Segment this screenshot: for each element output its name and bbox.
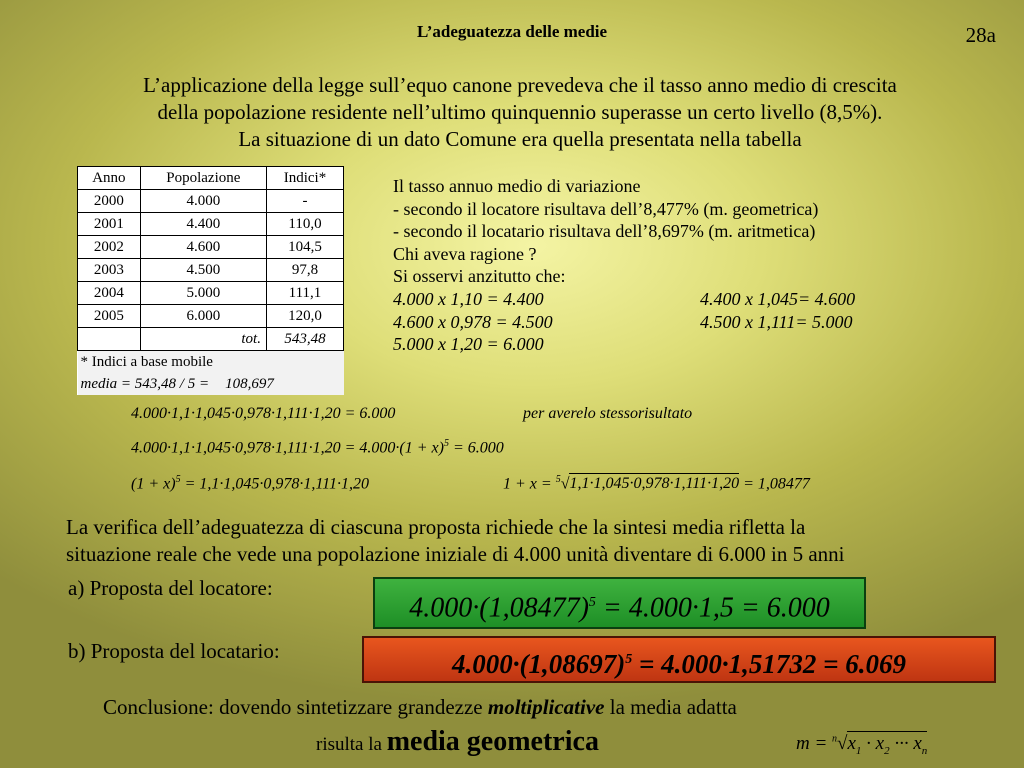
conclusion-prefix: risulta la xyxy=(316,734,387,755)
conclusion-bold: media geometrica xyxy=(386,726,599,757)
total-label: tot. xyxy=(140,328,266,351)
eq4-result: = 1,08477 xyxy=(739,475,810,493)
table-media-row xyxy=(78,373,344,395)
eq3-base: (1 + x) xyxy=(131,475,176,493)
table-row xyxy=(78,236,344,259)
cell-year: 2001 xyxy=(78,213,141,236)
green-left: 4.000·(1,08477) xyxy=(409,592,589,624)
explanation-line-5: Si osservi anzitutto che: xyxy=(393,266,566,287)
intro-text xyxy=(20,72,1020,153)
eq2-exponent: 5 xyxy=(443,438,449,449)
cell-year: 2000 xyxy=(78,190,141,213)
table-row xyxy=(78,305,344,328)
page-number: 28a xyxy=(965,23,996,47)
eq1-text: 4.000·1,1·1,045·0,978·1,111·1,20 = 6.000 xyxy=(131,405,396,422)
radical-sign: √ xyxy=(560,475,570,493)
verification-paragraph xyxy=(66,514,845,568)
formula-radicand xyxy=(847,731,928,757)
table-header-row xyxy=(78,167,344,190)
red-exponent: 5 xyxy=(625,652,633,667)
cell-population: 5.000 xyxy=(140,282,266,305)
intro-line-1: L’applicazione della legge sull’equo canone prevedeva che il tasso anno medio di crescita xyxy=(143,73,897,97)
proposal-b-formula-box xyxy=(362,636,996,683)
header-popolazione: Popolazione xyxy=(140,167,266,190)
calc-row-2 xyxy=(393,311,853,334)
population-table xyxy=(77,166,344,395)
intro-line-2: della popolazione residente nell’ultimo quinquennio superasse un certo livello (8,5%). xyxy=(157,100,883,124)
equation-1-note: per averelo stessorisultato xyxy=(523,405,693,422)
calc-row-3 xyxy=(393,333,818,356)
green-right: = 4.000·1,5 = 6.000 xyxy=(595,592,830,624)
conclusion-part-2: la media adatta xyxy=(604,695,737,719)
intro-line-3: La situazione di un dato Comune era quella presentata nella tabella xyxy=(238,127,802,151)
cell-index: 97,8 xyxy=(266,259,343,282)
formula-root-index: n xyxy=(832,733,838,745)
calc-1a: 4.000 x 1,10 = 4.400 xyxy=(393,288,544,309)
eq2-right: = 6.000 xyxy=(448,439,504,457)
formula-xn-sub: n xyxy=(921,744,928,757)
conclusion-line-2 xyxy=(316,726,599,758)
conclusion-emphasis: moltiplicative xyxy=(487,695,605,719)
formula-radical-sign: √ xyxy=(837,733,848,754)
media-value: 108,697 xyxy=(225,375,274,392)
formula-xn: x xyxy=(913,733,922,754)
formula-x1-sub: 1 xyxy=(855,744,862,757)
calc-1b: 4.400 x 1,045= 4.600 xyxy=(700,288,856,309)
header-indici: Indici* xyxy=(266,167,343,190)
explanation-line-4: Chi aveva ragione ? xyxy=(393,243,537,264)
explanation-line-2: - secondo il locatore risultava dell’8,477% (m. geometrica) xyxy=(393,198,819,219)
calc-row-1 xyxy=(393,288,856,311)
cell-population: 4.600 xyxy=(140,236,266,259)
cell-year: 2005 xyxy=(78,305,141,328)
cell-population: 4.500 xyxy=(140,259,266,282)
equation-4 xyxy=(503,474,810,493)
cell-index: 110,0 xyxy=(266,213,343,236)
media-label: media = 543,48 / 5 = xyxy=(80,375,210,392)
cell-empty xyxy=(78,328,141,351)
table-note: * Indici a base mobile xyxy=(78,351,344,374)
verification-line-2: situazione reale che vede una popolazione iniziale di 4.000 unità diventare di 6.000 in 5 anni xyxy=(66,542,845,566)
eq3-right: = 1,1·1,045·0,978·1,111·1,20 xyxy=(180,475,369,493)
cell-population: 4.400 xyxy=(140,213,266,236)
explanation-block xyxy=(393,175,856,356)
geometric-mean-formula xyxy=(796,733,927,757)
equation-3 xyxy=(131,474,369,493)
slide-title: L’adeguatezza delle medie xyxy=(416,22,608,41)
formula-x1: x xyxy=(847,733,856,754)
cell-year: 2002 xyxy=(78,236,141,259)
formula-dots: ··· xyxy=(889,733,914,754)
formula-x2-sub: 2 xyxy=(884,744,890,757)
conclusion-line-1 xyxy=(103,695,737,720)
red-left: 4.000·(1,08697) xyxy=(451,649,626,679)
table-total-row xyxy=(78,328,344,351)
equation-1 xyxy=(131,405,395,423)
proposal-a-label: a) Proposta del locatore: xyxy=(68,576,273,600)
header-anno: Anno xyxy=(78,167,141,190)
cell-population: 6.000 xyxy=(140,305,266,328)
table-media xyxy=(78,373,344,395)
cell-index: - xyxy=(266,190,343,213)
conclusion-part-1: Conclusione: dovendo sintetizzare grandezze xyxy=(103,695,488,719)
eq2-left: 4.000·1,1·1,045·0,978·1,111·1,20 = 4.000·(1 + x) xyxy=(131,439,444,457)
cell-population: 4.000 xyxy=(140,190,266,213)
total-value: 543,48 xyxy=(266,328,343,351)
green-exponent: 5 xyxy=(588,595,596,610)
cell-index: 111,1 xyxy=(266,282,343,305)
cell-index: 104,5 xyxy=(266,236,343,259)
proposal-b-label: b) Proposta del locatario: xyxy=(68,639,280,663)
eq4-radicand: 1,1·1,045·0,978·1,111·1,20 xyxy=(569,475,740,493)
equation-2 xyxy=(131,438,504,457)
cell-year: 2003 xyxy=(78,259,141,282)
red-right: = 4.000·1,51732 = 6.069 xyxy=(632,649,906,679)
table-note-row xyxy=(78,351,344,374)
formula-dot: · xyxy=(861,733,876,754)
verification-line-1: La verifica dell’adeguatezza di ciascuna proposta richiede che la sintesi media rifletta la xyxy=(66,515,806,539)
formula-x2: x xyxy=(875,733,885,754)
table-row xyxy=(78,282,344,305)
proposal-a-formula-box xyxy=(373,577,866,629)
calc-2a: 4.600 x 0,978 = 4.500 xyxy=(393,311,553,332)
explanation-line-1: Il tasso annuo medio di variazione xyxy=(393,176,641,196)
cell-index: 120,0 xyxy=(266,305,343,328)
table-row xyxy=(78,259,344,282)
calc-2b: 4.500 x 1,111= 5.000 xyxy=(700,311,853,332)
table-row xyxy=(78,190,344,213)
table-row xyxy=(78,213,344,236)
explanation-line-3: - secondo il locatario risultava dell’8,697% (m. aritmetica) xyxy=(393,221,816,242)
eq4-left: 1 + x = xyxy=(503,475,552,493)
eq4-root-index: 5 xyxy=(555,474,561,485)
calc-3a: 5.000 x 1,20 = 6.000 xyxy=(393,334,544,355)
formula-lhs: m = xyxy=(796,733,828,754)
eq3-exponent: 5 xyxy=(175,474,181,485)
cell-year: 2004 xyxy=(78,282,141,305)
